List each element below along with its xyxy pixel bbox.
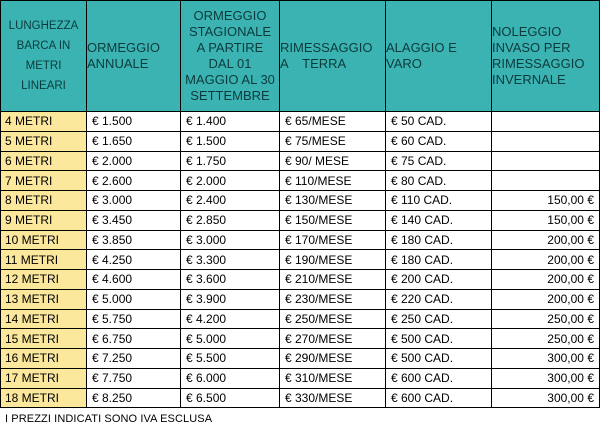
haul-launch-cell: € 250 CAD. [386,309,492,329]
seasonal-mooring-cell: € 1.750 [181,151,280,171]
haul-launch-cell: € 110 CAD. [386,191,492,211]
table-row [1,230,600,250]
haul-launch-cell: € 500 CAD. [386,349,492,369]
land-storage-cell: € 130/MESE [280,191,386,211]
seasonal-mooring-cell: € 2.000 [181,171,280,191]
annual-mooring-cell: € 4.600 [87,270,181,290]
header-line: INVASO PER [492,40,571,55]
land-storage-cell: € 250/MESE [280,309,386,329]
table-row [1,151,600,171]
table-row [1,388,600,408]
annual-mooring-cell: € 2.000 [87,151,181,171]
annual-mooring-cell: € 5.750 [87,309,181,329]
haul-launch-cell: € 60 CAD. [386,131,492,151]
header-line: BARCA IN [16,40,71,52]
haul-launch-cell: € 500 CAD. [386,329,492,349]
cradle-rental-cell: 150,00 € [492,210,600,230]
seasonal-mooring-cell: € 1.500 [181,131,280,151]
annual-mooring-cell: € 1.500 [87,112,181,132]
table-row [1,329,600,349]
header-row [1,1,600,112]
header-line: A PARTIRE [196,40,264,55]
table-row [1,289,600,309]
annual-mooring-cell: € 2.600 [87,171,181,191]
land-storage-cell: € 90/ MESE [280,151,386,171]
cradle-rental-cell: 200,00 € [492,289,600,309]
land-storage-cell: € 110/MESE [280,171,386,191]
land-storage-cell: € 75/MESE [280,131,386,151]
header-line: RIMESSAGGIO [492,56,585,71]
length-cell: 4 METRI [1,112,87,132]
header-line: DAL 01 [208,56,252,71]
land-storage-cell: € 150/MESE [280,210,386,230]
haul-launch-cell: € 600 CAD. [386,368,492,388]
annual-mooring-cell: € 4.250 [87,250,181,270]
seasonal-mooring-cell: € 5.000 [181,329,280,349]
cradle-rental-cell: 300,00 € [492,388,600,408]
length-cell: 12 METRI [1,270,87,290]
haul-launch-cell: € 80 CAD. [386,171,492,191]
header-line: A TERRA [280,56,347,71]
seasonal-mooring-cell: € 3.000 [181,230,280,250]
table-row [1,131,600,151]
header-line: MAGGIO AL 30 [185,72,275,87]
haul-launch-cell: € 180 CAD. [386,250,492,270]
header-line: ORMEGGIO [193,8,267,23]
header-line: VARO [386,56,422,71]
annual-mooring-cell: € 1.650 [87,131,181,151]
haul-launch-cell: € 220 CAD. [386,289,492,309]
table-row [1,112,600,132]
length-cell: 11 METRI [1,250,87,270]
header-line: METRI [25,60,62,72]
table-row [1,250,600,270]
length-cell: 16 METRI [1,349,87,369]
header-rimessaggio-terra [280,1,386,112]
length-cell: 10 METRI [1,230,87,250]
cradle-rental-cell: 250,00 € [492,309,600,329]
land-storage-cell: € 65/MESE [280,112,386,132]
seasonal-mooring-cell: € 1.400 [181,112,280,132]
seasonal-mooring-cell: € 3.300 [181,250,280,270]
header-line: LINEARI [21,80,66,92]
land-storage-cell: € 330/MESE [280,388,386,408]
haul-launch-cell: € 75 CAD. [386,151,492,171]
seasonal-mooring-cell: € 2.850 [181,210,280,230]
cradle-rental-cell: 250,00 € [492,329,600,349]
cradle-rental-cell: 300,00 € [492,349,600,369]
land-storage-cell: € 210/MESE [280,270,386,290]
land-storage-cell: € 170/MESE [280,230,386,250]
table-row [1,368,600,388]
length-cell: 6 METRI [1,151,87,171]
cradle-rental-cell: 300,00 € [492,368,600,388]
seasonal-mooring-cell: € 6.000 [181,368,280,388]
seasonal-mooring-cell: € 4.200 [181,309,280,329]
cradle-rental-cell [492,171,600,191]
header-line: ORMEGGIO [87,40,160,55]
length-cell: 13 METRI [1,289,87,309]
seasonal-mooring-cell: € 3.600 [181,270,280,290]
land-storage-cell: € 290/MESE [280,349,386,369]
annual-mooring-cell: € 3.000 [87,191,181,211]
table-row [1,270,600,290]
length-cell: 15 METRI [1,329,87,349]
annual-mooring-cell: € 7.750 [87,368,181,388]
table-body [1,112,600,408]
table-row [1,191,600,211]
footnote-iva: I PREZZI INDICATI SONO IVA ESCLUSA [5,413,213,425]
cradle-rental-cell [492,151,600,171]
header-noleggio-invaso [492,1,600,112]
haul-launch-cell: € 50 CAD. [386,112,492,132]
annual-mooring-cell: € 7.250 [87,349,181,369]
table-row [1,171,600,191]
length-cell: 17 METRI [1,368,87,388]
cradle-rental-cell: 200,00 € [492,250,600,270]
header-line: INVERNALE [492,72,566,87]
header-alaggio-varo [386,1,492,112]
annual-mooring-cell: € 5.000 [87,289,181,309]
cradle-rental-cell: 200,00 € [492,230,600,250]
land-storage-cell: € 270/MESE [280,329,386,349]
annual-mooring-cell: € 3.450 [87,210,181,230]
header-ormeggio-stagionale [181,1,280,112]
table-row [1,309,600,329]
haul-launch-cell: € 200 CAD. [386,270,492,290]
header-line: RIMESSAGGIO [280,40,373,55]
seasonal-mooring-cell: € 5.500 [181,349,280,369]
header-line: NOLEGGIO [492,24,562,39]
cradle-rental-cell [492,112,600,132]
header-line: LUNGHEZZA [8,20,79,32]
length-cell: 7 METRI [1,171,87,191]
cradle-rental-cell: 150,00 € [492,191,600,211]
cradle-rental-cell: 200,00 € [492,270,600,290]
header-line: ALAGGIO E [386,40,457,55]
land-storage-cell: € 230/MESE [280,289,386,309]
table-row [1,349,600,369]
header-lunghezza [1,1,87,112]
annual-mooring-cell: € 8.250 [87,388,181,408]
table-row [1,210,600,230]
annual-mooring-cell: € 3.850 [87,230,181,250]
length-cell: 18 METRI [1,388,87,408]
land-storage-cell: € 190/MESE [280,250,386,270]
land-storage-cell: € 310/MESE [280,368,386,388]
length-cell: 9 METRI [1,210,87,230]
header-ormeggio-annuale [87,1,181,112]
length-cell: 14 METRI [1,309,87,329]
haul-launch-cell: € 180 CAD. [386,230,492,250]
cradle-rental-cell [492,131,600,151]
seasonal-mooring-cell: € 3.900 [181,289,280,309]
haul-launch-cell: € 140 CAD. [386,210,492,230]
length-cell: 8 METRI [1,191,87,211]
header-line: SETTEMBRE [190,88,270,103]
header-line: ANNUALE [87,56,149,71]
annual-mooring-cell: € 6.750 [87,329,181,349]
header-line: STAGIONALE [188,24,272,39]
seasonal-mooring-cell: € 2.400 [181,191,280,211]
seasonal-mooring-cell: € 6.500 [181,388,280,408]
haul-launch-cell: € 600 CAD. [386,388,492,408]
length-cell: 5 METRI [1,131,87,151]
